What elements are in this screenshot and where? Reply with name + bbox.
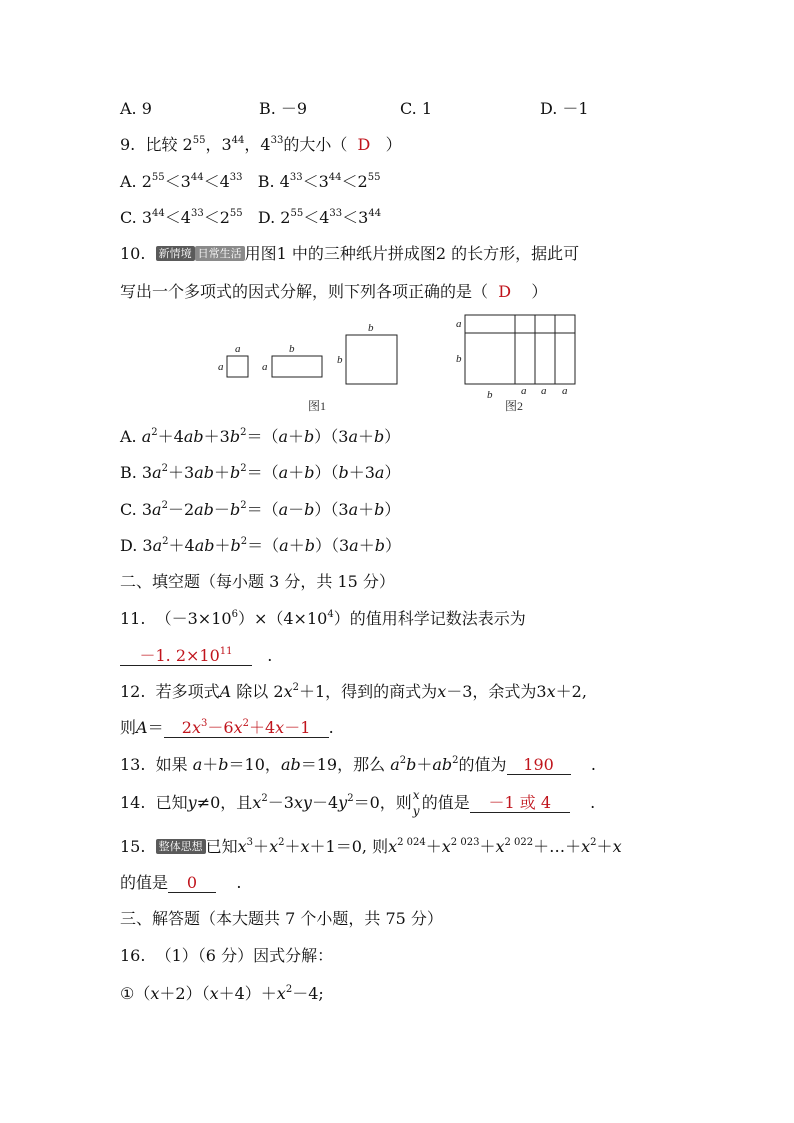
q15-stem-text-b: , 则 — [361, 837, 389, 856]
circled-one-marker: ① — [120, 984, 135, 1003]
section-3-heading: 三、解答题（本大题共 7 个小题，共 75 分） — [120, 909, 443, 928]
q11-stem: 11. $(-3\times 10^6)\times(4\times 10^4)$的值用科学记数法表示为 — [120, 609, 526, 628]
q9-stem — [120, 134, 402, 156]
fig2-label-a-left: a — [456, 318, 462, 330]
fig2-label-a-bottom-2: a — [541, 385, 547, 397]
q13-stem-text-b: ， — [264, 755, 281, 774]
rectangle-ab-piece — [272, 356, 322, 377]
fig1-label-a-left: a — [218, 361, 224, 373]
q12-stem: 12. 若多项式A 除以 $2x^2+1$，得到的商式为x－3，余式为3x＋2, — [120, 682, 587, 701]
figure-2 — [465, 315, 575, 384]
question-number: 15. — [120, 837, 146, 856]
q10-stem-text-2: 写出一个多项式的因式分解，则下列各项正确的是（ — [120, 282, 489, 301]
q10-answer: D — [498, 282, 512, 301]
fig1-label-b-top2: b — [368, 322, 374, 334]
q9-option-c-label: C. — [120, 208, 137, 227]
q11-stem-text: 的值用科学记数法表示为 — [349, 609, 526, 628]
period: . — [590, 755, 596, 774]
q10-option-b: B. $3a^2+3ab+b^2=(a+b)(b+3a)$ — [120, 463, 401, 482]
q10-stem-line1 — [120, 243, 579, 265]
q13-answer-blank: 190 — [507, 756, 571, 775]
q8-option-d: D. －1 — [540, 99, 589, 118]
figure-2-caption: 图2 — [505, 399, 524, 413]
fig1-label-a-top: a — [235, 343, 241, 355]
new-scenario-tag: 新情境 — [156, 246, 195, 261]
q15-answer-line — [120, 872, 241, 894]
q10-stem-text-1: 用图1 中的三种纸片拼成图2 的长方形，据此可 — [244, 244, 580, 263]
question-number: 14. — [120, 793, 146, 812]
period: . — [267, 646, 273, 665]
period: . — [590, 793, 596, 812]
q9-stem-text: 比较 — [145, 135, 178, 154]
q13-stem-text-a: 如果 — [155, 755, 188, 774]
q9-options-ab: A. $2^{55}<3^{44}<4^{33}$ B. $4^{33}<3^{44}<2^{55}$ — [120, 172, 381, 191]
fig1-label-b-top: b — [289, 343, 295, 355]
daily-life-tag: 日常生活 — [195, 246, 245, 261]
q14-stem: 14. 已知y≠0，且$x^2-3xy-4y^2=0$，则 x y 的值是 －1 或 4 . — [120, 788, 596, 818]
fig1-label-a-left2: a — [262, 361, 268, 373]
holistic-thinking-tag: 整体思想 — [156, 839, 206, 854]
q12-stem-text-a: 若多项式 — [155, 682, 220, 701]
q12-stem-text-d: ，余式为 — [472, 682, 537, 701]
q10-option-c: C. $3a^2-2ab-b^2=(a-b)(3a+b)$ — [120, 500, 401, 519]
q10-stem-line2 — [120, 281, 547, 303]
q14-stem-text-d: 的值是 — [421, 793, 470, 812]
q10-option-a: A. $a^2+4ab+3b^2=(a+b)(3a+b)$ — [120, 427, 401, 446]
q15-line2-text: 的值是 — [120, 873, 169, 892]
fig1-label-b-left: b — [337, 354, 343, 366]
q11-answer: －1. 2×10 — [139, 646, 220, 665]
q9-option-a-label: A. — [120, 172, 137, 191]
question-number: 13. — [120, 755, 146, 774]
q10-option-d: D. $3a^2+4ab+b^2=(a+b)(3a+b)$ — [120, 536, 401, 555]
q12-stem-text-b: 除以 — [236, 682, 269, 701]
q8-options — [120, 98, 680, 120]
q13-stem-text-c: ，那么 — [337, 755, 386, 774]
q15-answer-blank: 0 — [168, 874, 216, 893]
q15-stem: 15. 整体思想 已知$x^3+x^2+x+1=0$, 则$x^{2 024}+x^{2 023}+x^{2 022}+\dots+x^2+x$ — [120, 837, 622, 856]
q8-option-c: C. 1 — [400, 99, 433, 118]
question-number: 10. — [120, 244, 146, 263]
q10-figures — [0, 312, 794, 422]
q11-answer-blank — [120, 647, 252, 666]
q9-stem-text-2: 的大小（ — [283, 135, 348, 154]
q11-answer-line — [120, 645, 272, 667]
q11-answer-exponent: 11 — [219, 646, 233, 657]
q16-stem — [120, 945, 333, 967]
q12-line2-text: 则 — [120, 718, 137, 737]
section-2-heading: 二、填空题（每小题 3 分，共 15 分） — [120, 572, 395, 591]
math: $2^{55}$，$3^{44}$，$4^{33}$ — [182, 135, 284, 154]
q9-options-cd: C. $3^{44}<4^{33}<2^{55}$ D. $2^{55}<4^{33}<3^{44}$ — [120, 208, 382, 227]
q15-stem-text-a: 已知 — [205, 837, 238, 856]
figure-1 — [227, 335, 397, 384]
fraction-x-over-y: x y — [412, 788, 420, 818]
q9-option-b-label: B. — [257, 172, 275, 191]
fig2-label-a-bottom-1: a — [521, 385, 527, 397]
q14-stem-text-c: ，则 — [379, 793, 412, 812]
square-b-piece — [346, 335, 397, 384]
question-number: 9. — [120, 135, 136, 154]
paren-close: ） — [531, 282, 548, 301]
fig2-label-b-left: b — [456, 353, 462, 365]
q13-stem-text-d: 的值为 — [458, 755, 507, 774]
question-number: 11. — [120, 609, 146, 628]
q13-stem: 13. 如果 a＋b＝10，ab＝19，那么 $a^2b+ab^2$的值为 190 . — [120, 755, 596, 774]
q12-stem-text-c: ，得到的商式为 — [325, 682, 438, 701]
q12-answer-blank: $2x^3-6x^2+4x-1$ — [164, 719, 329, 738]
q9-answer: D — [357, 135, 371, 154]
question-number: 12. — [120, 682, 146, 701]
question-number: 16. — [120, 946, 146, 965]
figure-1-caption: 图1 — [308, 399, 327, 413]
q16-part-1-text: （1）（6 分）因式分解： — [155, 946, 334, 965]
q9-option-d-label: D. — [257, 208, 276, 227]
q8-option-a: A. 9 — [120, 99, 152, 118]
q14-stem-text-a: 已知 — [155, 793, 188, 812]
paren-close: ） — [385, 135, 402, 154]
q8-option-b: B. －9 — [259, 99, 308, 118]
q14-answer-blank: －1 或 4 — [470, 794, 570, 813]
q16-sub1: $①(x+2)(x+4)+x^2-4$; — [120, 984, 324, 1003]
q14-stem-text-b: ，且 — [220, 793, 253, 812]
q12-answer-line: 则$A= 2x^3-6x^2+4x-1$ . — [120, 718, 334, 737]
figure-2-outline — [465, 315, 575, 384]
fig2-label-a-bottom-3: a — [562, 385, 568, 397]
square-a-piece — [227, 356, 248, 377]
period: . — [236, 873, 242, 892]
fig2-label-b-bottom: b — [487, 389, 493, 401]
period: . — [328, 718, 334, 737]
